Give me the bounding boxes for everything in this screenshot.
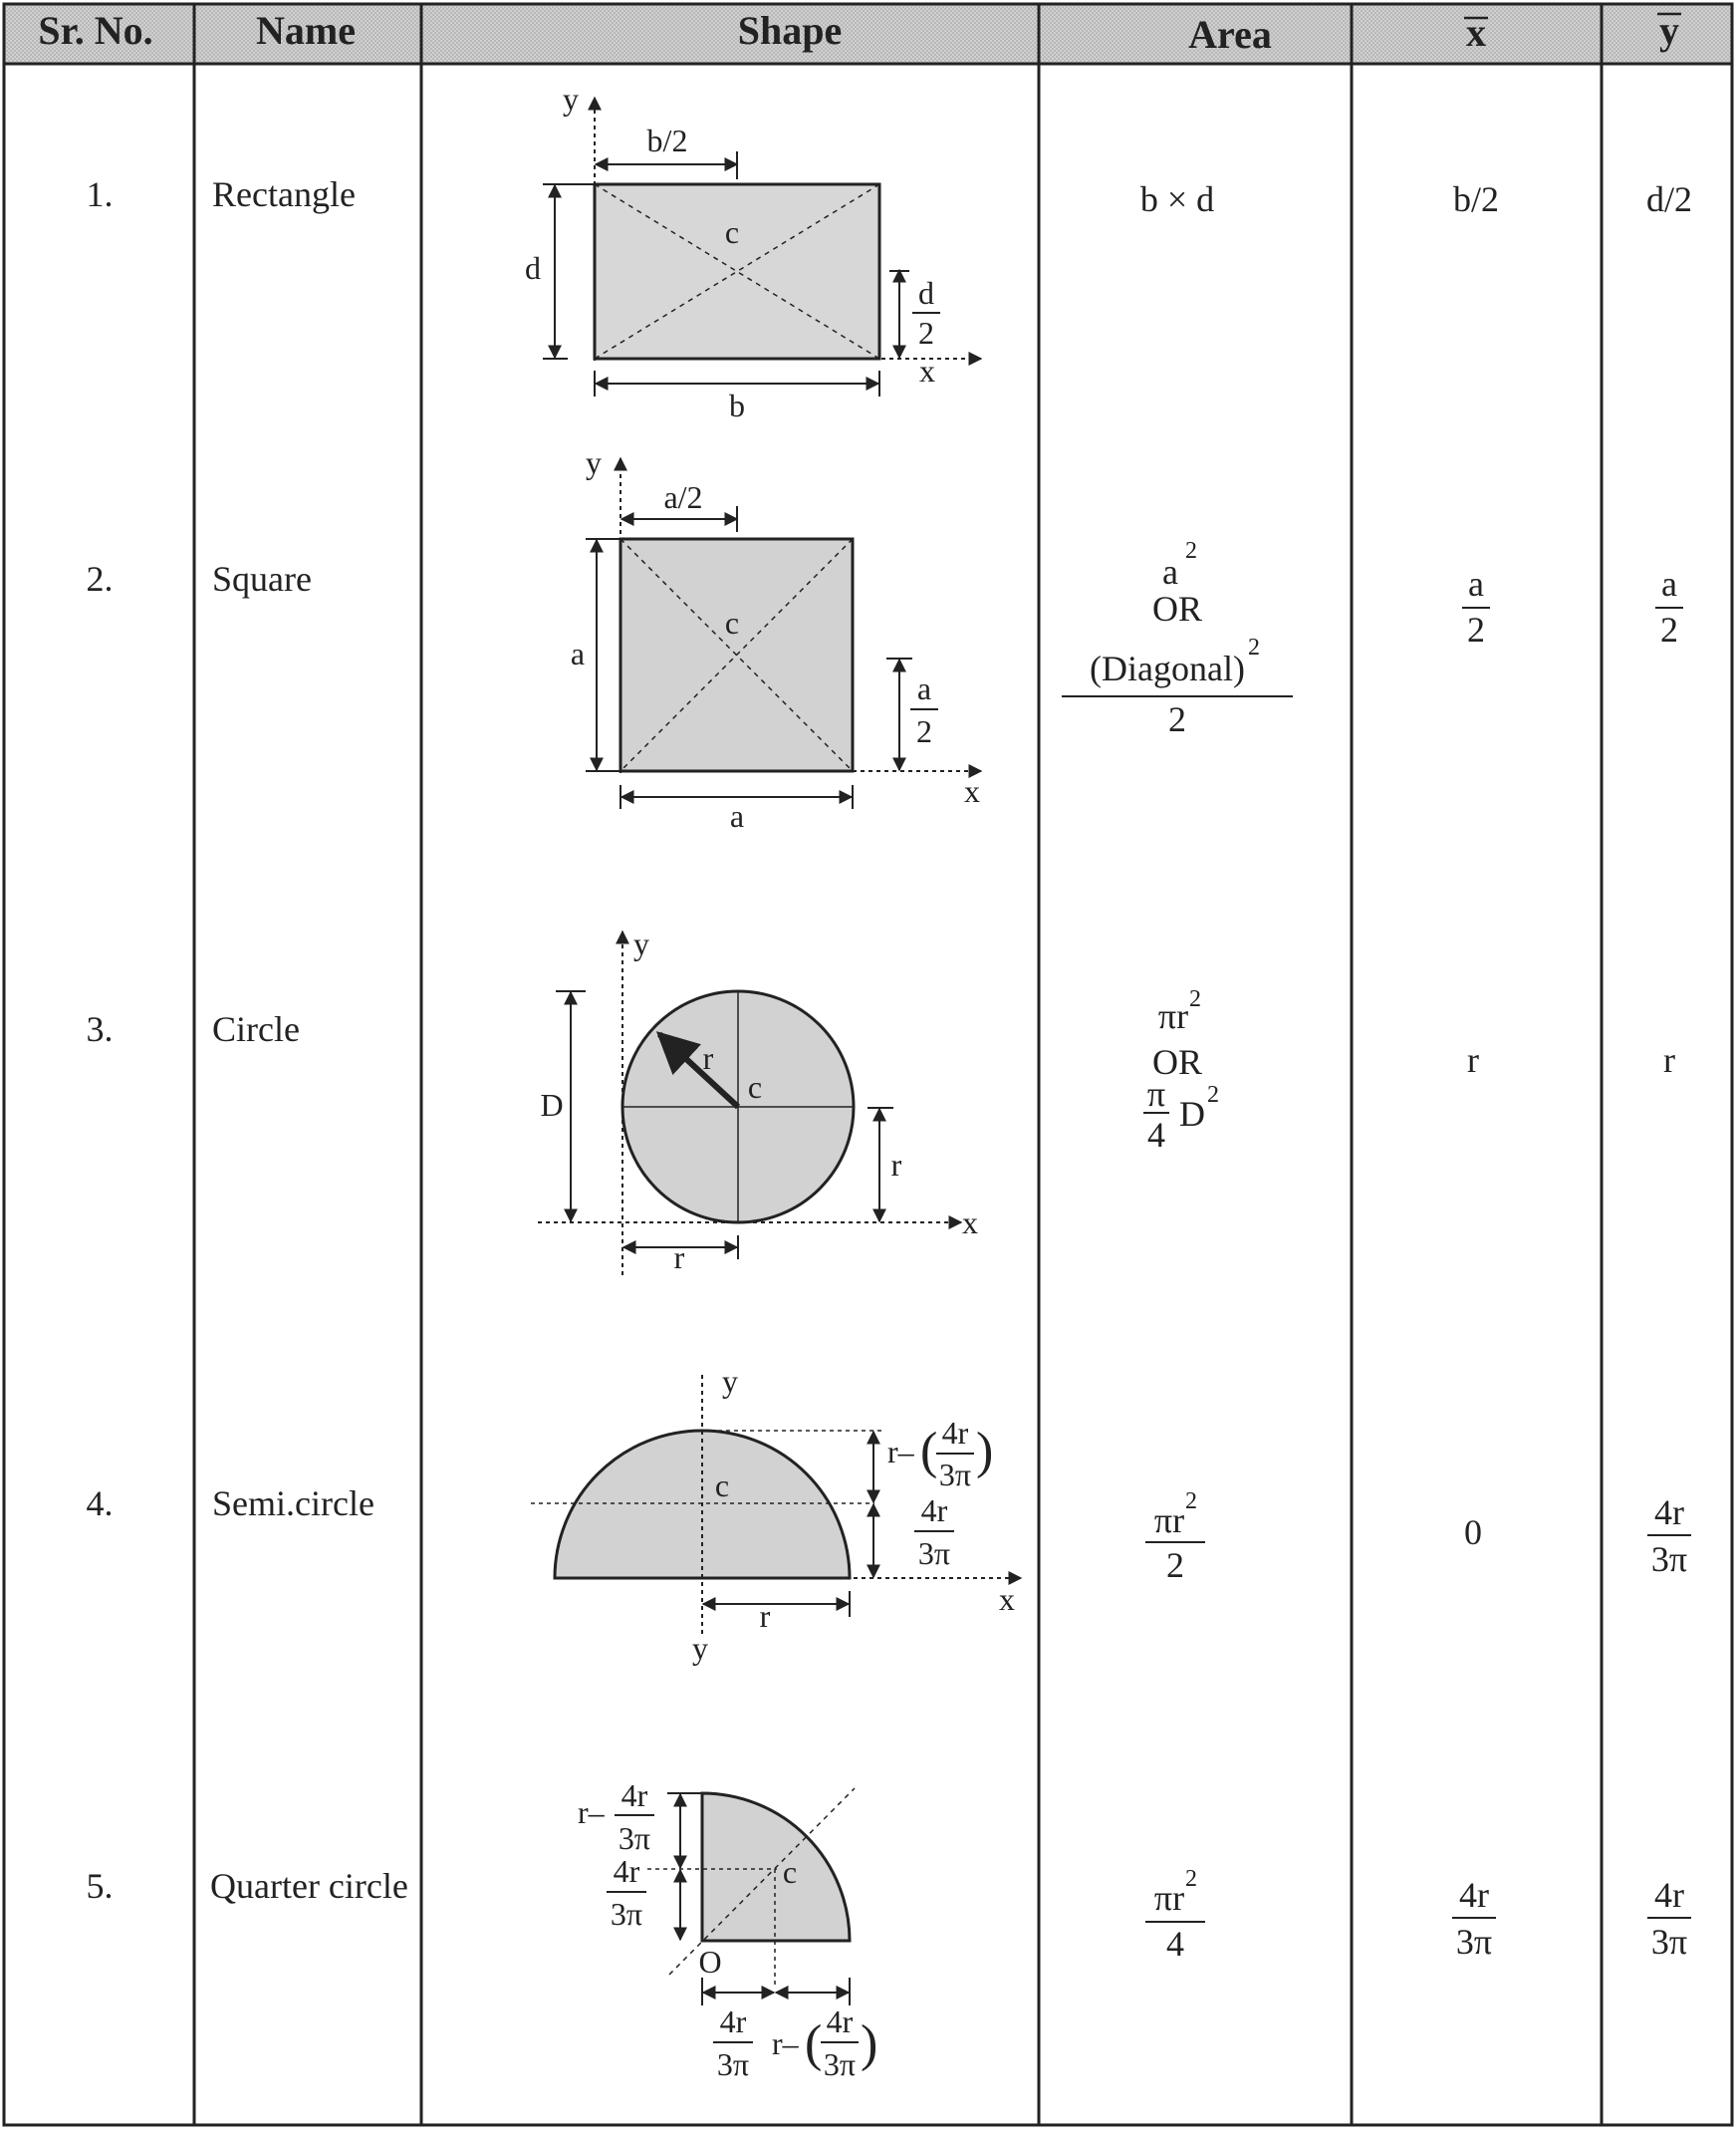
- svg-text:4: 4: [1147, 1115, 1165, 1155]
- svg-text:4r: 4r: [826, 2003, 854, 2039]
- row-1-sr-no: 1.: [86, 174, 114, 214]
- table-row: [87, 1777, 1692, 2082]
- header-name: Name: [256, 8, 356, 53]
- label-r-radius: r: [702, 1040, 714, 1076]
- svg-text:OR: OR: [1151, 589, 1203, 629]
- svg-text:3π: 3π: [1650, 1922, 1688, 1962]
- svg-text:2: 2: [1248, 635, 1260, 661]
- header-area: Area: [1188, 12, 1272, 57]
- svg-text:2: 2: [1185, 1866, 1197, 1892]
- label-a-bottom: a: [729, 798, 745, 834]
- table-row: [87, 444, 1684, 834]
- row-3-sr-no: 3.: [86, 1009, 114, 1049]
- label-y: y: [586, 444, 602, 480]
- label-c: c: [782, 1854, 798, 1890]
- row-4-sr-no: 4.: [86, 1483, 114, 1523]
- svg-text:3π: 3π: [938, 1457, 972, 1492]
- svg-text:4r: 4r: [613, 1853, 640, 1889]
- svg-text:): ): [861, 2015, 878, 2072]
- label-b: b: [729, 388, 745, 423]
- header-x-bar: x: [1466, 10, 1486, 55]
- label-a-den: 2: [916, 713, 932, 749]
- row-5-name: Quarter circle: [210, 1866, 408, 1906]
- bottom-left-dim-expression: [713, 2003, 753, 2082]
- row-2-sr-no: 2.: [86, 559, 114, 599]
- svg-text:2: 2: [1467, 610, 1485, 650]
- svg-text:4r: 4r: [920, 1492, 948, 1528]
- svg-text:3π: 3π: [610, 1896, 643, 1932]
- svg-text:3π: 3π: [917, 1535, 951, 1571]
- svg-text:2: 2: [1660, 610, 1678, 650]
- row-3-x-bar: r: [1467, 1040, 1479, 1080]
- row-2-name: Square: [212, 559, 312, 599]
- svg-text:4r: 4r: [941, 1415, 969, 1451]
- label-O: O: [698, 1944, 722, 1980]
- svg-text:4r: 4r: [620, 1777, 648, 1813]
- row-1-name: Rectangle: [212, 174, 356, 214]
- row-3-y-bar: r: [1663, 1040, 1675, 1080]
- row-2-area: [1062, 538, 1293, 739]
- svg-text:3π: 3π: [1650, 1539, 1688, 1579]
- row-5-sr-no: 5.: [86, 1866, 114, 1906]
- row-5-x-bar: [1452, 1875, 1496, 1962]
- label-x: x: [919, 353, 935, 389]
- label-x: x: [964, 773, 980, 809]
- header-sr-no: Sr. No.: [38, 8, 153, 53]
- left-lower-dim-expression: [607, 1853, 646, 1932]
- svg-text:a: a: [1162, 552, 1178, 592]
- label-y-top: y: [722, 1363, 738, 1399]
- svg-text:4r: 4r: [719, 2003, 747, 2039]
- svg-text:2: 2: [1207, 1082, 1219, 1108]
- svg-text:2: 2: [1189, 986, 1201, 1012]
- svg-text:πr: πr: [1153, 1878, 1185, 1918]
- header-y-bar: y: [1659, 8, 1679, 53]
- label-d-den: 2: [918, 315, 934, 351]
- label-d: d: [525, 250, 541, 286]
- row-3-area: [1143, 986, 1219, 1155]
- lower-dim-expression: [914, 1492, 954, 1571]
- row-2-y-bar: [1655, 564, 1683, 650]
- label-y: y: [633, 926, 649, 961]
- bottom-right-dim-expression: [772, 2003, 877, 2082]
- svg-text:3π: 3π: [823, 2046, 857, 2082]
- svg-text:πr: πr: [1153, 1500, 1185, 1540]
- row-1-x-bar: b/2: [1452, 179, 1500, 219]
- row-3-name: Circle: [212, 1009, 300, 1049]
- label-y-bottom: y: [692, 1630, 708, 1666]
- upper-dim-expression: [887, 1415, 993, 1492]
- svg-text:a: a: [1661, 564, 1677, 604]
- table-row: [87, 81, 1693, 423]
- label-half-a: a/2: [663, 479, 703, 515]
- label-r-right: r: [890, 1147, 902, 1183]
- svg-text:3π: 3π: [716, 2046, 750, 2082]
- label-c: c: [747, 1069, 763, 1105]
- svg-text:r–: r–: [772, 2025, 799, 2061]
- svg-text:D: D: [1179, 1094, 1205, 1134]
- svg-text:3π: 3π: [618, 1820, 651, 1856]
- label-c: c: [714, 1467, 730, 1503]
- row-2-x-bar: [1462, 564, 1490, 650]
- label-y: y: [563, 81, 579, 117]
- svg-text:2: 2: [1185, 1488, 1197, 1514]
- label-a-left: a: [570, 636, 586, 671]
- svg-text:4r: 4r: [1654, 1875, 1684, 1915]
- label-a-num: a: [916, 670, 932, 706]
- row-1-area: b × d: [1139, 179, 1215, 219]
- row-4-area: [1145, 1488, 1205, 1585]
- rectangle-diagram: [543, 98, 981, 397]
- table-row: [87, 1363, 1692, 1666]
- label-x: x: [962, 1204, 978, 1240]
- svg-text:2: 2: [1185, 538, 1197, 564]
- svg-text:): ): [976, 1423, 994, 1479]
- svg-text:2: 2: [1166, 1545, 1184, 1585]
- row-4-name: Semi.circle: [212, 1483, 374, 1523]
- svg-text:r–: r–: [887, 1434, 914, 1469]
- row-1-y-bar: d/2: [1645, 179, 1693, 219]
- label-c: c: [724, 605, 740, 641]
- label-half-b: b/2: [646, 123, 688, 158]
- svg-text:4r: 4r: [1459, 1875, 1489, 1915]
- row-4-x-bar: 0: [1464, 1512, 1482, 1552]
- square-diagram: [586, 458, 981, 809]
- header-shape: Shape: [737, 8, 843, 53]
- quarter-circle-diagram: [647, 1788, 855, 2005]
- label-D: D: [540, 1087, 564, 1123]
- label-d-num: d: [918, 275, 934, 311]
- svg-text:4r: 4r: [1654, 1492, 1684, 1532]
- label-r: r: [759, 1598, 771, 1634]
- svg-text:4: 4: [1166, 1924, 1184, 1964]
- svg-text:πr: πr: [1157, 996, 1189, 1036]
- svg-text:(: (: [805, 2015, 823, 2072]
- row-5-y-bar: [1647, 1875, 1691, 1962]
- svg-text:OR: OR: [1151, 1042, 1203, 1082]
- svg-text:π: π: [1146, 1074, 1166, 1114]
- row-4-y-bar: [1647, 1492, 1691, 1579]
- row-5-area: [1145, 1866, 1205, 1964]
- svg-text:2: 2: [1168, 699, 1186, 739]
- svg-text:r–: r–: [578, 1794, 605, 1830]
- label-c: c: [724, 214, 740, 250]
- svg-text:3π: 3π: [1455, 1922, 1493, 1962]
- label-r-bottom: r: [673, 1239, 685, 1275]
- left-upper-dim-expression: [578, 1777, 654, 1856]
- svg-text:(Diagonal): (Diagonal): [1090, 649, 1245, 688]
- svg-text:a: a: [1468, 564, 1484, 604]
- table-row: [87, 926, 1676, 1275]
- label-x: x: [999, 1581, 1015, 1617]
- svg-text:(: (: [920, 1423, 938, 1479]
